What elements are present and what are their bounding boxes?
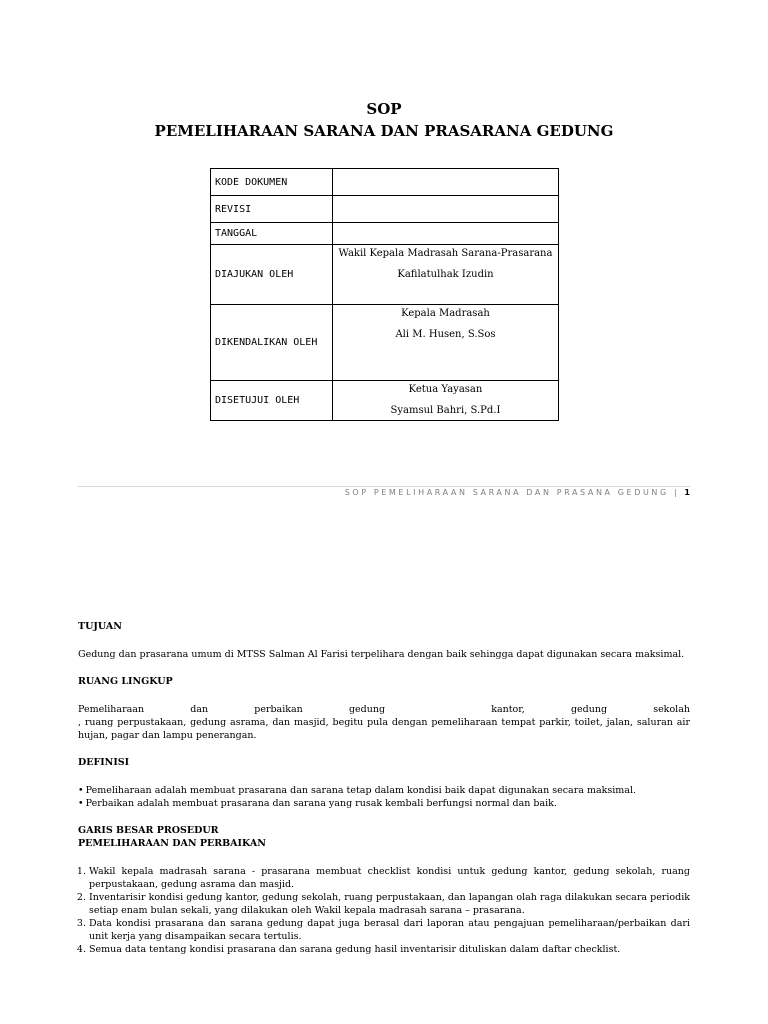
list-item: 1. Wakil kepala madrasah sarana - prasarana membuat checklist kondisi untuk gedung kantor, gedung sekolah, ruang perpustakaan, gedung asrama dan masjid.: [89, 865, 690, 891]
table-row: [211, 245, 559, 305]
disetujui-name: Syamsul Bahri, S.Pd.I: [390, 405, 501, 416]
definisi-list: [78, 784, 690, 810]
prosedur-steps-list: [78, 865, 690, 956]
revisi-value: [333, 196, 559, 223]
diajukan-cell: [333, 245, 559, 305]
list-item: 4. Semua data tentang kondisi prasarana dan sarana gedung hasil inventarisir dituliskan dalam daftar checklist.: [89, 943, 690, 956]
pemeliharaan-perbaikan-heading: PEMELIHARAAN DAN PERBAIKAN: [78, 838, 266, 849]
kode-dokumen-value: [333, 169, 559, 196]
dikendalikan-role: Kepala Madrasah: [401, 308, 490, 319]
ruang-lingkup-paragraph: , ruang perpustakaan, gedung asrama, dan masjid, begitu pula dengan pemeliharaan tempat parkir, toilet, jalan, saluran air hujan, pagar dan lampu penerangan.: [78, 717, 690, 741]
lingkup-word: sekolah: [653, 704, 690, 715]
table-row: [211, 381, 559, 421]
table-row: [211, 223, 559, 245]
ruang-lingkup-heading: RUANG LINGKUP: [78, 676, 173, 687]
footer-separator: |: [673, 488, 680, 497]
diajukan-name: Kafilatulhak Izudin: [397, 269, 494, 280]
footer-text: SOP PEMELIHARAAN SARANA DAN PRASANA GEDUNG: [344, 488, 669, 497]
revisi-label: REVISI: [211, 196, 333, 223]
lingkup-word: Pemeliharaan: [78, 704, 145, 715]
tujuan-heading: TUJUAN: [78, 621, 122, 632]
lingkup-word: gedung: [348, 704, 386, 715]
lingkup-word: perbaikan: [254, 704, 303, 715]
table-row: [211, 305, 559, 381]
definisi-heading: DEFINISI: [78, 757, 130, 768]
table-row: [211, 196, 559, 223]
page-body: [78, 620, 690, 956]
document-control-table: [210, 168, 559, 421]
page-footer: [345, 488, 690, 497]
lingkup-word: dan: [190, 704, 209, 715]
diajukan-label: DIAJUKAN OLEH: [211, 245, 333, 305]
garis-besar-heading: GARIS BESAR PROSEDUR: [78, 825, 219, 836]
dikendalikan-name: Ali M. Husen, S.Sos: [395, 329, 496, 340]
footer-divider: [78, 486, 690, 487]
page-number: 1: [684, 488, 690, 497]
dikendalikan-label: DIKENDALIKAN OLEH: [211, 305, 333, 381]
ruang-lingkup-first-line: [78, 703, 690, 716]
tanggal-value: [333, 223, 559, 245]
list-item: 3. Data kondisi prasarana dan sarana gedung dapat juga berasal dari laporan atau pengajuan pemeliharaan/perbaikan dari unit kerja yang disampaikan secara tertulis.: [89, 917, 690, 943]
disetujui-cell: [333, 381, 559, 421]
lingkup-word: gedung: [570, 704, 608, 715]
tanggal-label: TANGGAL: [211, 223, 333, 245]
dikendalikan-cell: [333, 305, 559, 381]
kode-dokumen-label: KODE DOKUMEN: [211, 169, 333, 196]
diajukan-role: Wakil Kepala Madrasah Sarana-Prasarana: [338, 248, 553, 259]
list-item: 2. Inventarisir kondisi gedung kantor, gedung sekolah, ruang perpustakaan, dan lapangan olah raga dilakukan secara periodik setiap enam bulan sekali, yang dilakukan oleh Wakil kepala madrasah sarana – prasarana.: [89, 891, 690, 917]
document-title: SOP: [366, 100, 402, 118]
document-subtitle: PEMELIHARAAN SARANA DAN PRASARANA GEDUNG: [154, 122, 614, 140]
list-item: • Perbaikan adalah membuat prasarana dan sarana yang rusak kembali berfungsi normal dan baik.: [78, 797, 690, 810]
tujuan-paragraph: Gedung dan prasarana umum di MTSS Salman Al Farisi terpelihara dengan baik sehingga dapat digunakan secara maksimal.: [78, 649, 685, 660]
disetujui-role: Ketua Yayasan: [408, 384, 483, 395]
list-item: • Pemeliharaan adalah membuat prasarana dan sarana tetap dalam kondisi baik dapat digunakan secara maksimal.: [78, 784, 690, 797]
lingkup-word: kantor,: [491, 704, 525, 715]
table-row: [211, 169, 559, 196]
disetujui-label: DISETUJUI OLEH: [211, 381, 333, 421]
